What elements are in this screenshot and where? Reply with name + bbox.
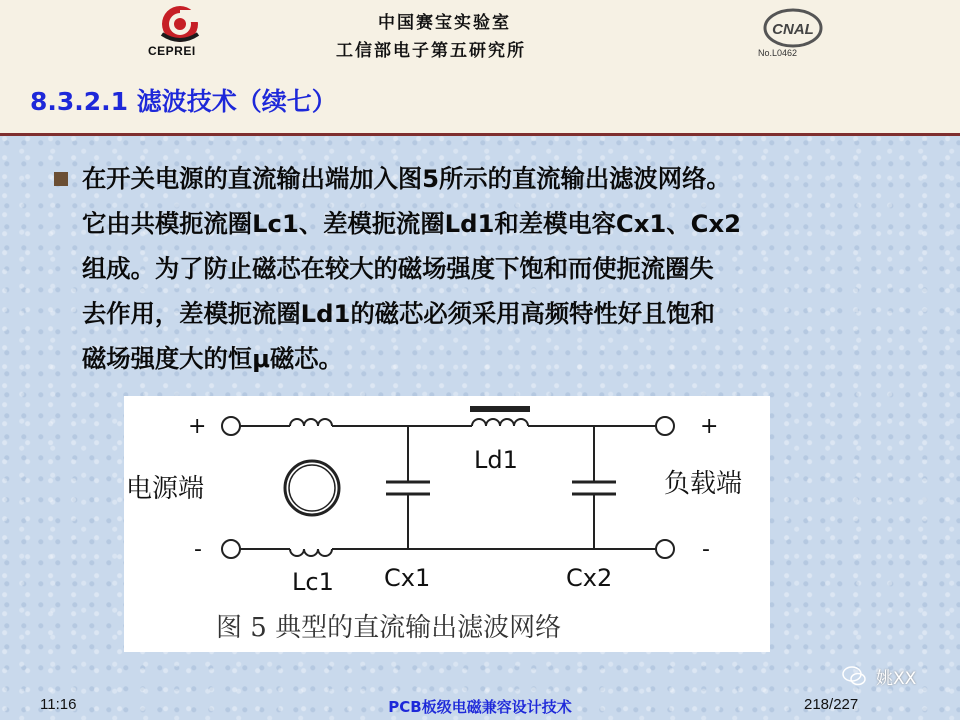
- author-watermark: [846, 664, 916, 689]
- org-name-line1: 中国赛宝实验室: [378, 13, 511, 33]
- cnal-number: No.L0462: [758, 48, 798, 58]
- paragraph-line: 组成。为了防止磁芯在较大的磁场强度下饱和而使扼流圈失: [82, 254, 714, 283]
- plus-left-label: +: [188, 414, 207, 439]
- paragraph-line: 它由共模扼流圈Lc1、差模扼流圈Ld1和差模电容Cx1、Cx2: [82, 209, 742, 238]
- filter-circuit-figure: [124, 396, 770, 652]
- circuit-diagram: [124, 396, 770, 652]
- terminal-bottom-right-icon: [656, 540, 674, 558]
- cx2-label: Cx2: [566, 564, 613, 592]
- minus-left-label: -: [194, 537, 202, 562]
- paragraph-line: 磁场强度大的恒μ磁芯。: [82, 344, 343, 373]
- lc1-top-winding-icon: [290, 419, 332, 426]
- paragraph-line: 去作用，差模扼流圈Ld1的磁芯必须采用高频特性好且饱和: [82, 299, 715, 328]
- lc1-core-ring-icon: [285, 461, 339, 515]
- load-end-label: 负载端: [664, 469, 743, 499]
- ld1-core-icon: [470, 406, 530, 412]
- lc1-label: Lc1: [292, 568, 334, 596]
- footer-course-title: PCB板级电磁兼容设计技术: [388, 698, 572, 716]
- terminal-bottom-left-icon: [222, 540, 240, 558]
- footer-time: 11:16: [40, 696, 77, 713]
- ld1-label: Ld1: [474, 446, 518, 474]
- body-paragraph: [82, 156, 942, 381]
- title-divider: [0, 133, 960, 136]
- source-end-label: 电源端: [126, 474, 205, 504]
- figure-caption: 图 5 典型的直流输出滤波网络: [216, 613, 562, 643]
- minus-right-label: -: [702, 537, 710, 562]
- bullet-square-icon: [54, 172, 68, 186]
- slide-title: 8.3.2.1 滤波技术（续七）: [30, 87, 337, 116]
- plus-right-label: +: [700, 414, 719, 439]
- cnal-logo-letters: CNAL: [772, 21, 814, 38]
- ceprei-logo-text: CEPREI: [148, 44, 196, 58]
- cx1-label: Cx1: [384, 564, 431, 592]
- footer-page-number: 218/227: [804, 696, 859, 713]
- org-name-line2: 工信部电子第五研究所: [336, 41, 526, 61]
- watermark-text: 姚XX: [876, 669, 917, 689]
- ld1-winding-icon: [472, 419, 528, 426]
- slide-header: [0, 0, 960, 67]
- lc1-bottom-winding-icon: [290, 549, 332, 556]
- paragraph-line: 在开关电源的直流输出端加入图5所示的直流输出滤波网络。: [82, 164, 731, 193]
- terminal-top-right-icon: [656, 417, 674, 435]
- terminal-top-left-icon: [222, 417, 240, 435]
